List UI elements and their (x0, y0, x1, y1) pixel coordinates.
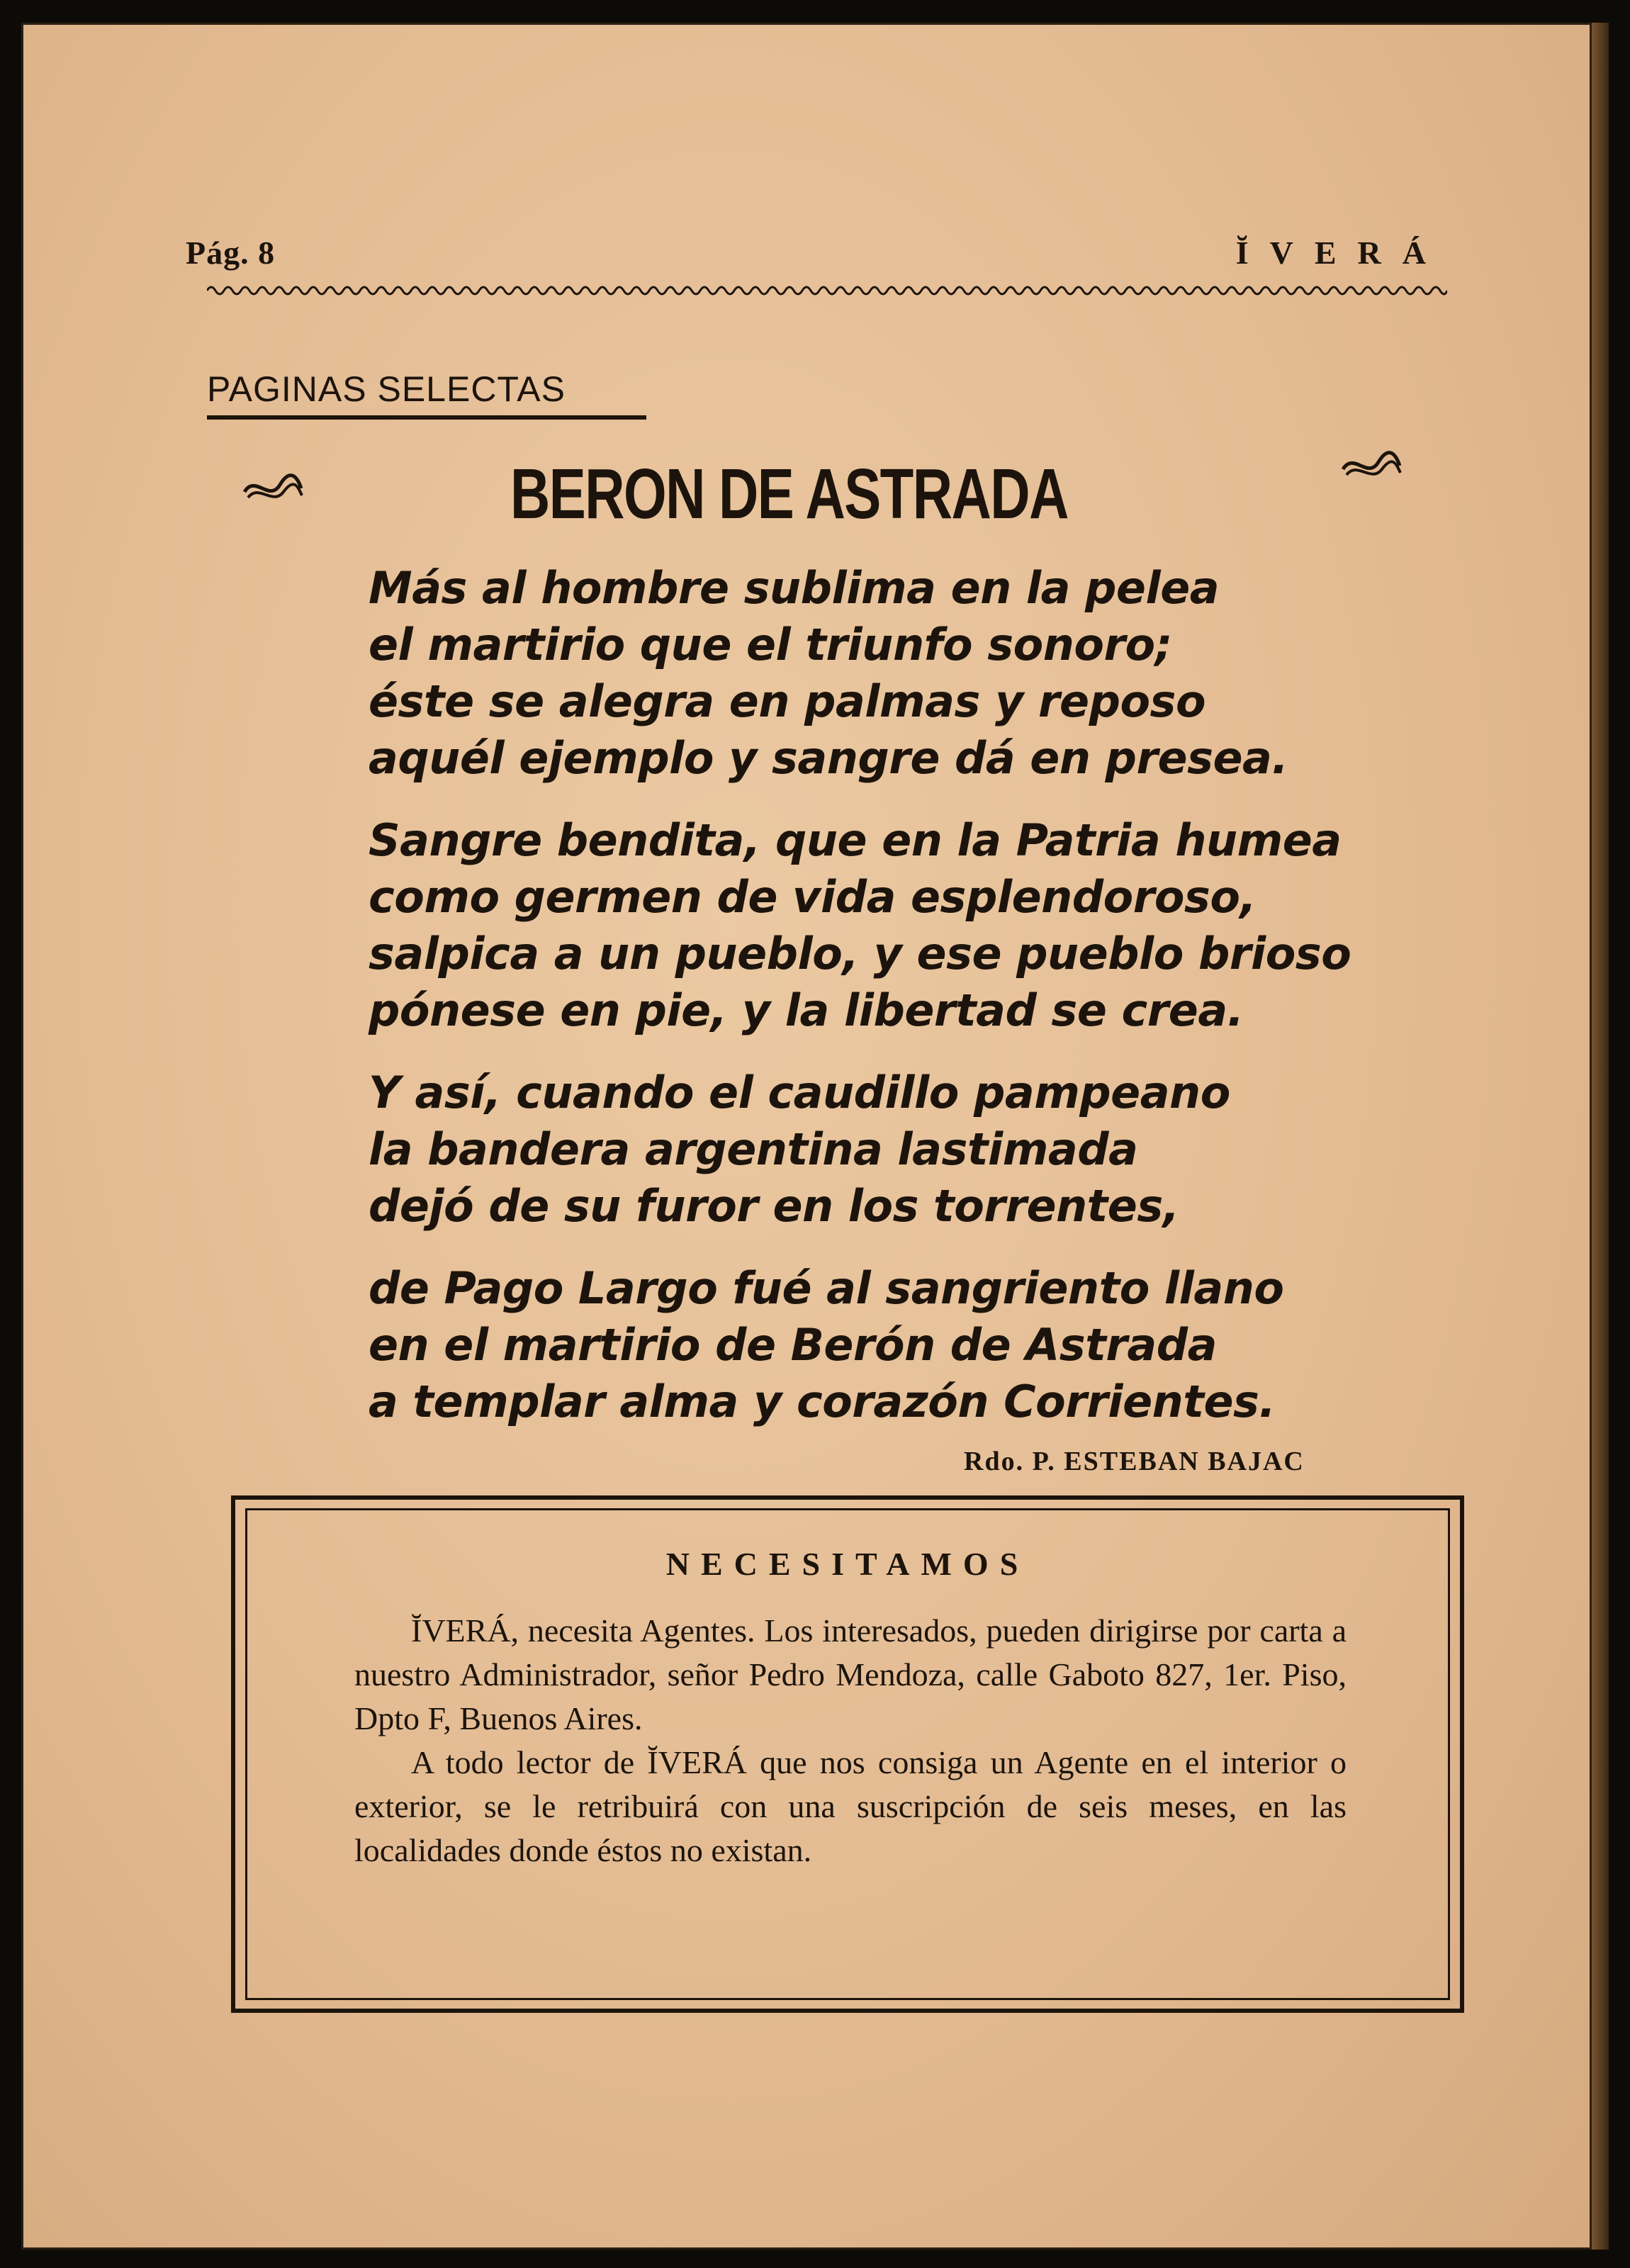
ornament-right-icon (1339, 448, 1403, 483)
poem-title: BERON DE ASTRADA (510, 454, 1068, 534)
poem-line: el martirio que el triunfo sonoro; (369, 619, 1172, 670)
journal-name: ĬVERÁ (1235, 235, 1447, 271)
poem-author: Rdo. P. ESTEBAN BAJAC (964, 1447, 1305, 1476)
poem-line: éste se alegra en palmas y reposo (369, 675, 1206, 727)
poem-line: Y así, cuando el caudillo pampeano (369, 1067, 1230, 1118)
notice-paragraph: A todo lector de ĬVERÁ que nos consiga un Agente en el interior o exterior, se le retribuirá con una suscripción de seis meses, en las localidades donde éstos no existan. (354, 1744, 1347, 1868)
section-label: PAGINAS SELECTAS (207, 369, 566, 409)
page-header (186, 234, 1447, 276)
poem-line: la bandera argentina lastimada (369, 1123, 1138, 1175)
page-number: Pág. 8 (186, 235, 276, 271)
stanza (369, 1260, 1474, 1430)
notice-paragraph: ĬVERÁ, necesita Agentes. Los interesados, pueden dirigirse por carta a nuestro Administrador, señor Pedro Mendoza, calle Gaboto 827, 1er. Piso, Dpto F, Buenos Aires. (354, 1612, 1347, 1736)
poem-line: Más al hombre sublima en la pelea (369, 562, 1220, 614)
poem-line: aquél ejemplo y sangre dá en presea. (369, 732, 1288, 784)
poem-line: a templar alma y corazón Corrientes. (369, 1376, 1276, 1427)
poem-line: pónese en pie, y la libertad se crea. (369, 984, 1244, 1036)
poem-line: como germen de vida esplendoroso, (369, 871, 1257, 923)
notice-title: NECESITAMOS (665, 1546, 1030, 1582)
stanza (369, 560, 1474, 787)
ornament-left-icon (241, 471, 305, 506)
poem-line: de Pago Largo fué al sangriento llano (369, 1262, 1284, 1314)
poem-line: dejó de su furor en los torrentes, (369, 1180, 1179, 1232)
poem-body (369, 560, 1474, 1456)
stanza (369, 812, 1474, 1039)
poem-line: en el martirio de Berón de Astrada (369, 1319, 1217, 1371)
book-gutter (1592, 23, 1609, 2250)
notice-body (354, 1609, 1347, 1873)
poem-line: Sangre bendita, que en la Patria humea (369, 814, 1342, 866)
wavy-divider (207, 284, 1447, 298)
section-underline (207, 415, 646, 420)
stanza (369, 1065, 1474, 1235)
poem-line: salpica a un pueblo, y ese pueblo brioso (369, 928, 1351, 979)
